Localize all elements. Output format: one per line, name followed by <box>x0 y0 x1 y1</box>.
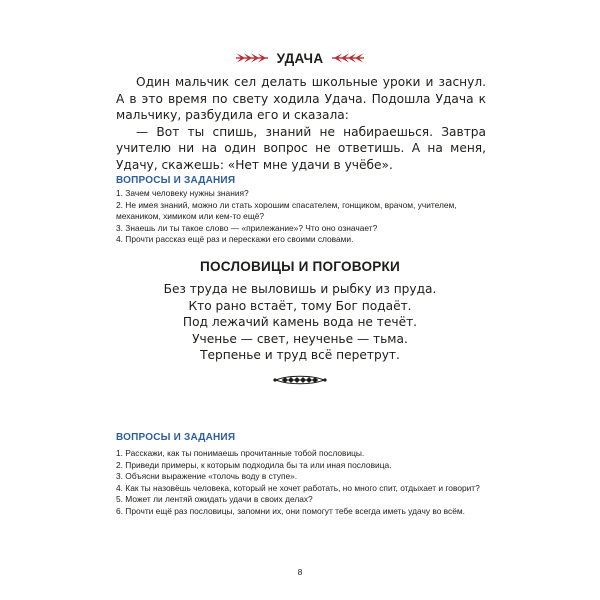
proverb-line: Кто рано встаёт, тому Бог подаёт. <box>188 298 412 313</box>
question-item: 3. Знаешь ли ты такое слово — «прилежание»? Что оно означает? <box>116 222 378 233</box>
question-item: 4. Как ты назовёшь человека, который не хочет работать, но много спит, отдыхает и говорит? <box>116 482 480 493</box>
proverb-line: Терпенье и труд всё перетрут. <box>200 348 400 363</box>
story-title-row <box>0 48 600 68</box>
left-sprig-ornament-icon <box>235 52 269 64</box>
questions-list <box>116 188 486 246</box>
proverb-line: Без труда не выловишь и рыбку из пруда. <box>163 282 437 296</box>
question-item: 2. Приведи примеры, к которым подходила бы та или иная пословица. <box>116 459 392 470</box>
questions-heading: ВОПРОСЫ И ЗАДАНИЯ <box>116 175 236 186</box>
story-paragraph: Один мальчик сел делать школьные уроки и заснул. А в это время по свету ходила Удача. Подошла Удача к мальчику, разбудила его и сказала: <box>116 75 486 123</box>
story-paragraph: — Вот ты спишь, знаний не набираешься. Завтра учителю ни на один вопрос не ответишь. А на меня, Удачу, скажешь: «Нет мне удачи в учёбе». <box>116 124 486 172</box>
question-item: 3. Объясни выражение «толочь воду в ступе». <box>116 471 298 482</box>
proverbs-list <box>0 281 600 364</box>
question-item: 2. Не имея знаний, можно ли стать хорошим спасателем, гонщиком, врачом, учителем, механиком, химиком или кем-то ещё? <box>116 199 457 222</box>
question-item: 4. Прочти рассказ ещё раз и перескажи его своими словами. <box>116 234 354 245</box>
questions-list <box>116 448 486 518</box>
question-item: 6. Прочти ещё раз пословицы, запомни их, они помогут тебе всегда иметь удачу во всём. <box>116 505 465 516</box>
page-number: 8 <box>297 567 303 577</box>
question-item: 1. Расскажи, как ты понимаешь прочитанные тобой пословицы. <box>116 448 365 458</box>
proverb-line: Ученье — свет, неученье — тьма. <box>192 331 408 346</box>
story-title: УДАЧА <box>276 50 324 66</box>
wheat-divider-ornament-icon <box>272 373 328 392</box>
story-text <box>116 74 486 174</box>
proverbs-title: ПОСЛОВИЦЫ И ПОГОВОРКИ <box>200 259 400 274</box>
right-sprig-ornament-icon <box>331 52 365 64</box>
proverb-line: Под лежачий камень вода не течёт. <box>182 315 418 330</box>
question-item: 1. Зачем человеку нужны знания? <box>116 188 249 198</box>
questions-heading: ВОПРОСЫ И ЗАДАНИЯ <box>116 432 236 443</box>
question-item: 5. Может ли лентяй ожидать удачи в своих делах? <box>116 494 313 505</box>
